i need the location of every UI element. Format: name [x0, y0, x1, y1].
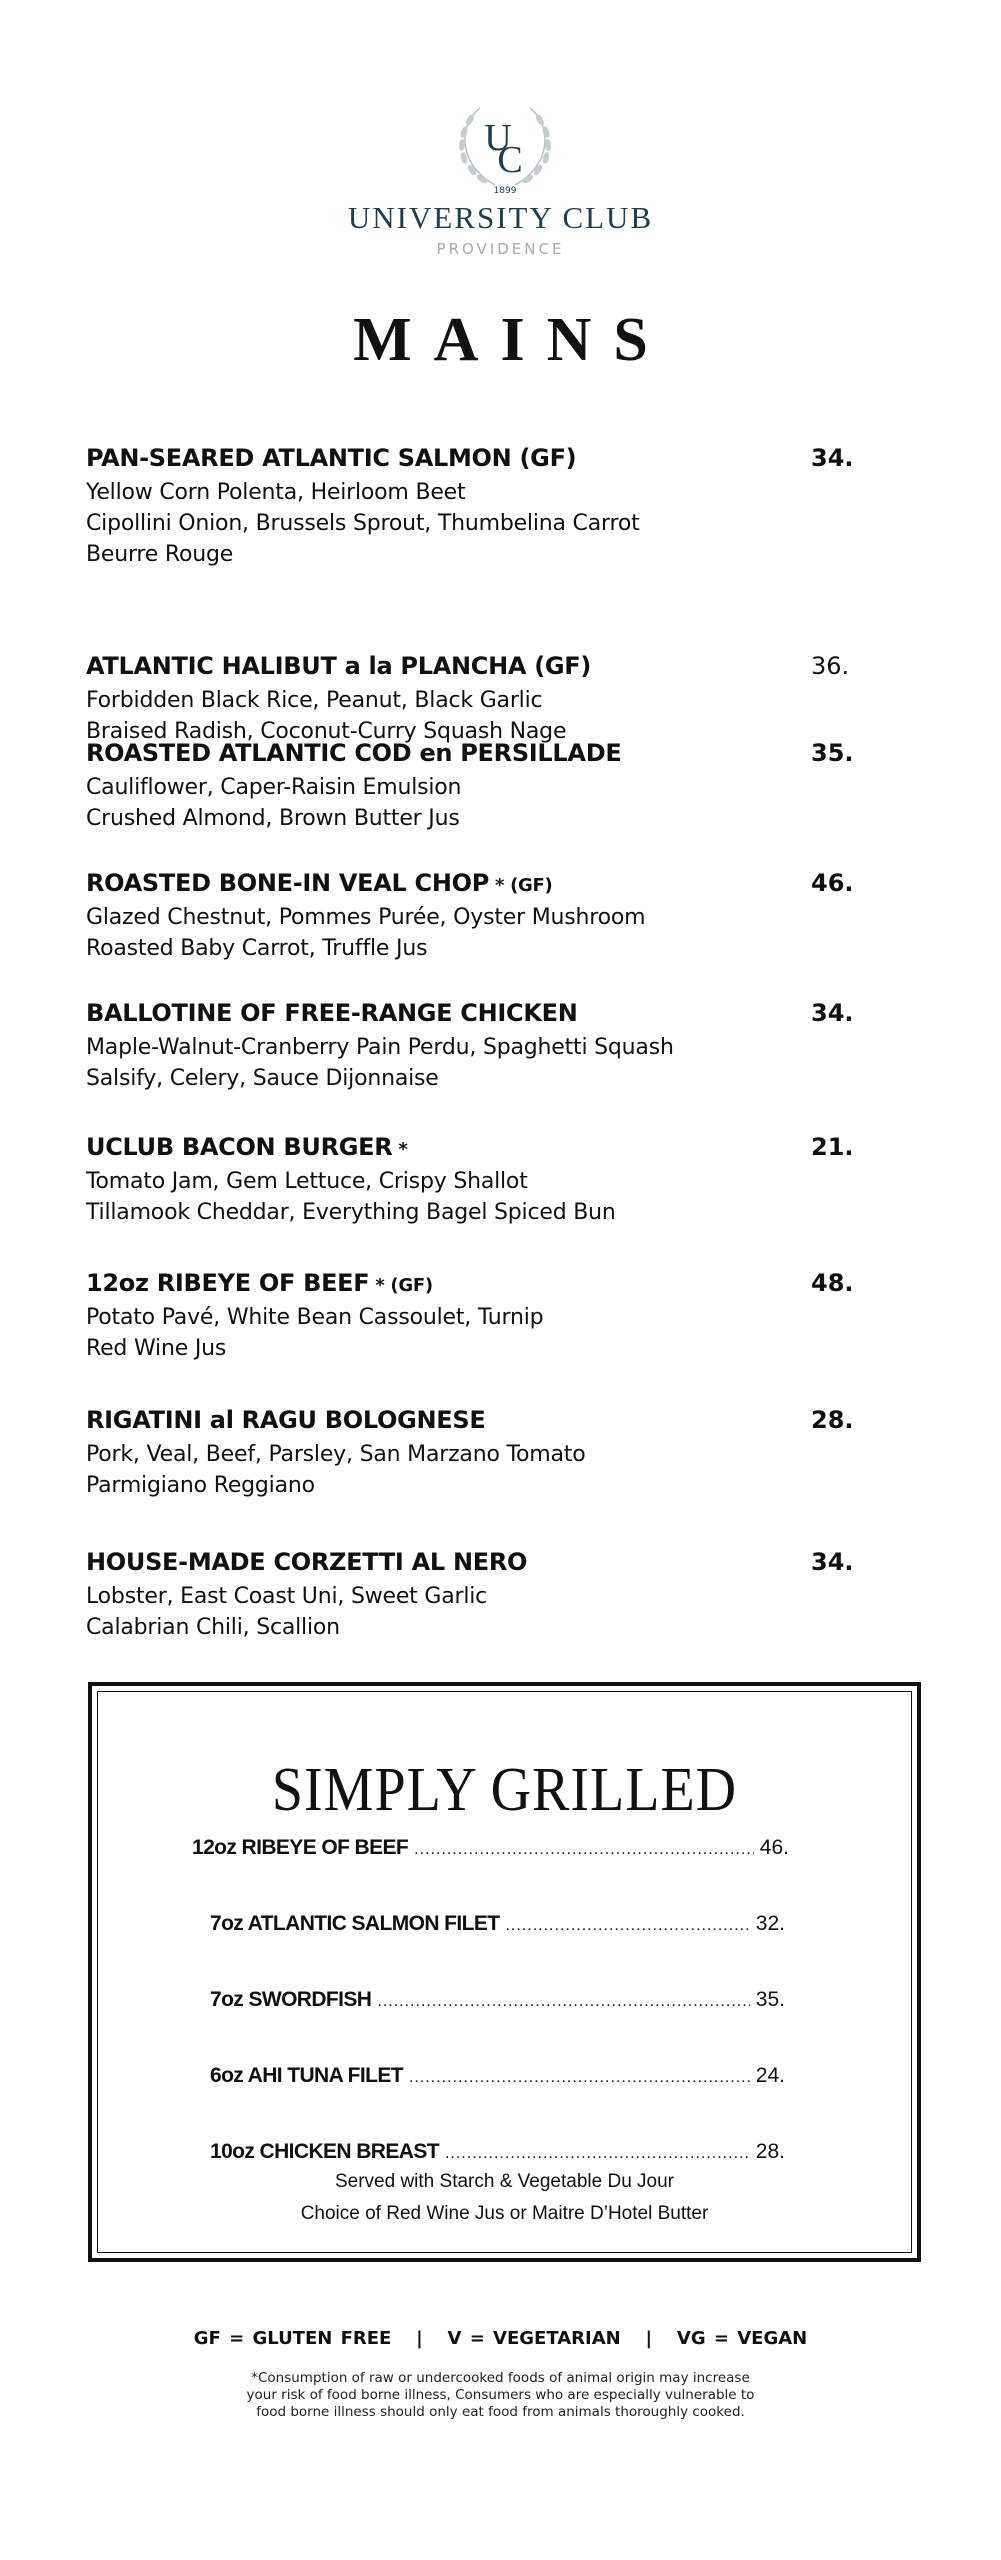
- item-description-line: Pork, Veal, Beef, Parsley, San Marzano Tomato: [86, 1442, 586, 1467]
- menu-item: [86, 997, 866, 1094]
- item-price: 28.: [811, 1406, 854, 1434]
- dot-leader: [377, 1993, 749, 2011]
- item-title: [86, 867, 866, 902]
- item-tags: *: [392, 1139, 408, 1160]
- item-name: 12oz RIBEYE OF BEEF: [86, 1269, 370, 1297]
- item-description-line: Cipollini Onion, Brussels Sprout, Thumbelina Carrot: [86, 511, 640, 536]
- item-description-line: Red Wine Jus: [86, 1336, 227, 1361]
- club-name: UNIVERSITY CLUB: [347, 200, 654, 235]
- item-title: [86, 1131, 866, 1166]
- grilled-item-name: 10oz CHICKEN BREAST: [210, 2140, 439, 2163]
- item-price: 21.: [811, 1133, 854, 1161]
- dot-leader: [445, 2145, 750, 2163]
- menu-item: [86, 737, 866, 834]
- item-title: [86, 650, 866, 685]
- grilled-item-price: 28.: [755, 2140, 785, 2163]
- dot-leader: [414, 1841, 754, 1859]
- item-description-line: Tillamook Cheddar, Everything Bagel Spiced Bun: [86, 1200, 616, 1225]
- item-description-line: Forbidden Black Rice, Peanut, Black Garlic: [86, 688, 543, 713]
- simply-grilled-box: [88, 1682, 921, 2262]
- grilled-item-price: 35.: [755, 1988, 785, 2011]
- grilled-note-1: Served with Starch & Vegetable Du Jour: [334, 2171, 675, 2192]
- item-description-line: Salsify, Celery, Sauce Dijonnaise: [86, 1066, 439, 1091]
- logo-year: 1899: [493, 186, 517, 196]
- item-name: PAN-SEARED ATLANTIC SALMON (GF): [86, 444, 577, 472]
- grilled-item-name: 7oz SWORDFISH: [210, 1988, 372, 2011]
- grilled-item: [192, 1836, 789, 1860]
- item-price: 34.: [811, 444, 854, 472]
- item-name: ATLANTIC HALIBUT a la PLANCHA (GF): [86, 652, 592, 680]
- item-description-line: Potato Pavé, White Bean Cassoulet, Turnip: [86, 1305, 544, 1330]
- item-tags: * (GF): [369, 1275, 433, 1296]
- grilled-item-name: 12oz RIBEYE OF BEEF: [192, 1836, 409, 1859]
- item-title: [86, 442, 866, 477]
- item-description-line: Maple-Walnut-Cranberry Pain Perdu, Spaghetti Squash: [86, 1035, 674, 1060]
- item-description-line: Tomato Jam, Gem Lettuce, Crispy Shallot: [86, 1169, 528, 1194]
- grilled-item: [210, 2140, 785, 2164]
- grilled-item-price: 46.: [759, 1836, 789, 1859]
- item-name: BALLOTINE OF FREE-RANGE CHICKEN: [86, 999, 578, 1027]
- grilled-item-name: 6oz AHI TUNA FILET: [210, 2064, 403, 2087]
- menu-item: [86, 867, 866, 964]
- item-description-line: Lobster, East Coast Uni, Sweet Garlic: [86, 1584, 488, 1609]
- grilled-item-price: 32.: [755, 1912, 785, 1935]
- club-logo-laurel: [440, 100, 570, 200]
- item-name: ROASTED ATLANTIC COD en PERSILLADE: [86, 739, 622, 767]
- item-description-line: Yellow Corn Polenta, Heirloom Beet: [86, 480, 466, 505]
- menu-item: [86, 1267, 866, 1364]
- grilled-item-name: 7oz ATLANTIC SALMON FILET: [210, 1912, 500, 1935]
- item-tags: * (GF): [489, 875, 553, 896]
- dot-leader: [409, 2069, 750, 2087]
- item-description-line: Roasted Baby Carrot, Truffle Jus: [86, 936, 428, 961]
- item-name: ROASTED BONE-IN VEAL CHOP: [86, 869, 490, 897]
- menu-item: [86, 1131, 866, 1228]
- item-price: 46.: [811, 869, 854, 897]
- grilled-item: [210, 1912, 785, 1936]
- item-name: HOUSE-MADE CORZETTI AL NERO: [86, 1548, 528, 1576]
- item-price: 36.: [811, 652, 850, 680]
- menu-item: [86, 442, 866, 570]
- grilled-title: SIMPLY GRILLED: [271, 1755, 738, 1825]
- club-city: PROVIDENCE: [436, 240, 565, 258]
- menu-item: [86, 1404, 866, 1501]
- grilled-item: [210, 2064, 785, 2088]
- menu-item: [86, 650, 866, 747]
- menu-item: [86, 1546, 866, 1643]
- grilled-note-2: Choice of Red Wine Jus or Maitre D’Hotel Butter: [300, 2203, 709, 2224]
- item-description-line: Glazed Chestnut, Pommes Purée, Oyster Mushroom: [86, 905, 646, 930]
- item-description-line: Crushed Almond, Brown Butter Jus: [86, 806, 460, 831]
- item-description-line: Parmigiano Reggiano: [86, 1473, 315, 1498]
- item-description-line: Braised Radish, Coconut-Curry Squash Nage: [86, 719, 567, 744]
- item-description-line: Beurre Rouge: [86, 542, 234, 567]
- logo-monogram-u: U: [484, 117, 512, 159]
- logo-monogram-c: C: [497, 139, 523, 181]
- item-price: 35.: [811, 739, 854, 767]
- item-title: [86, 737, 866, 772]
- diet-legend: GF = GLUTEN FREE | V = VEGETARIAN | VG = VEGAN: [193, 2328, 808, 2349]
- item-description-line: Cauliflower, Caper-Raisin Emulsion: [86, 775, 462, 800]
- item-title: [86, 997, 866, 1032]
- item-title: [86, 1267, 866, 1302]
- grilled-item: [210, 1988, 785, 2012]
- item-price: 34.: [811, 1548, 854, 1576]
- disclaimer: *Consumption of raw or undercooked foods of animal origin may increase your risk of food borne illness, Consumers who are especially vulnerable to food borne illness should only eat food from animals thoroughly cooked.: [246, 2370, 755, 2420]
- item-name: RIGATINI al RAGU BOLOGNESE: [86, 1406, 486, 1434]
- item-title: [86, 1404, 866, 1439]
- item-price: 48.: [811, 1269, 854, 1297]
- item-name: UCLUB BACON BURGER: [86, 1133, 393, 1161]
- grilled-item-price: 24.: [755, 2064, 785, 2087]
- dot-leader: [505, 1917, 749, 1935]
- item-title: [86, 1546, 866, 1581]
- item-description-line: Calabrian Chili, Scallion: [86, 1615, 340, 1640]
- item-price: 34.: [811, 999, 854, 1027]
- section-title: MAINS: [353, 306, 670, 374]
